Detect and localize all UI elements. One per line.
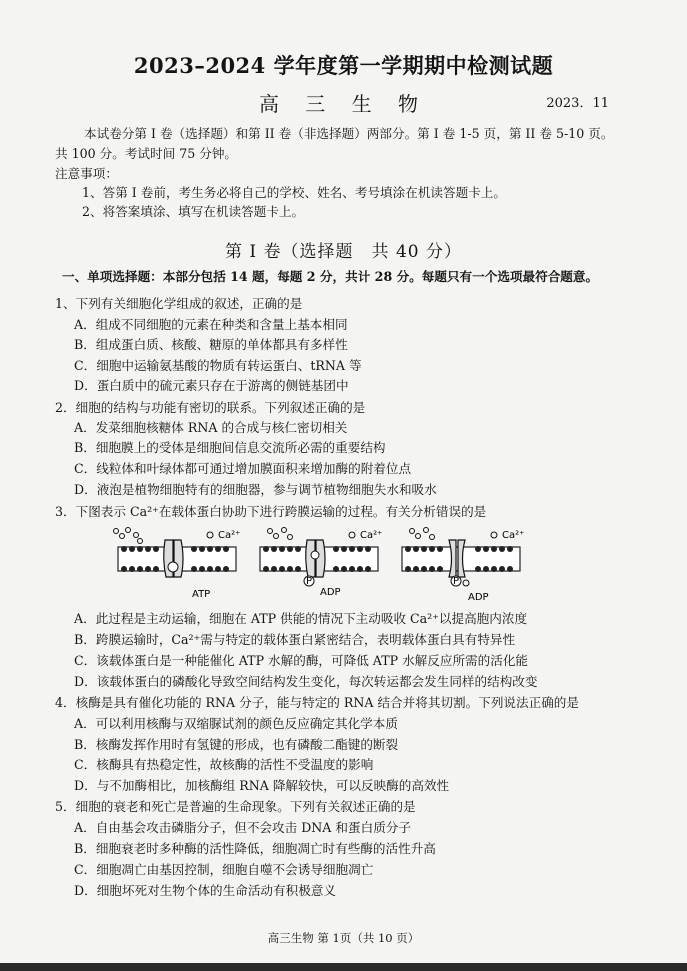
q3-stem: 3．下图表示 Ca²⁺在载体蛋白协助下进行跨膜运输的过程。有关分析错误的是 [55,504,487,519]
q1-option-a: A．组成不同细胞的元素在种类和含量上基本相同 [74,317,348,332]
figure-panel-1 [114,528,241,601]
q5-option-d: D．细胞坏死对生物个体的生命活动有积极意义 [74,883,336,898]
q4-option-c: C．核酶具有热稳定性，故核酶的活性不受温度的影响 [74,757,374,772]
section-title: 第 I 卷（选择题 共 40 分） [225,242,462,262]
q4-option-d: D．与不加酶相比，加核酶组 RNA 降解较快，可以反映酶的高效性 [74,778,450,793]
q5-option-a: A．自由基会攻击磷脂分子，但不会攻击 DNA 和蛋白质分子 [74,820,411,835]
q3-option-b: B．跨膜运输时，Ca²⁺需与特定的载体蛋白紧密结合，表明载体蛋白具有特异性 [74,632,516,647]
adp-label-1: ADP [320,587,341,598]
q3-option-a: A．此过程是主动运输，细胞在 ATP 供能的情况下主动吸收 Ca²⁺以提高胞内浓度 [74,611,528,626]
ion-label-2: Ca²⁺ [360,530,383,541]
part-1-instructions: 一、单项选择题：本部分包括 14 题，每题 2 分，共计 28 分。每题只有一个选项最符合题意。 [62,269,599,284]
intro-line-2: 共 100 分。考试时间 75 分钟。 [55,146,238,161]
q2-option-b: B．细胞膜上的受体是细胞间信息交流所必需的重要结构 [74,440,386,455]
scan-edge [0,963,687,971]
q1-stem: 1、下列有关细胞化学组成的叙述，正确的是 [55,296,303,311]
figure-panel-2 [260,528,382,599]
q1-option-c: C．细胞中运输氨基酸的物质有转运蛋白、tRNA 等 [74,358,362,373]
adp-label-2: ADP [468,592,489,603]
q1-option-b: B．组成蛋白质、核酸、糖原的单体都具有多样性 [74,337,348,352]
q2-option-c: C．线粒体和叶绿体都可通过增加膜面积来增加酶的附着位点 [74,461,412,476]
exam-date: 2023．11 [546,96,609,111]
exam-subject: 高 三 生 物 [258,92,429,116]
phosphate-label-2: P [453,576,460,587]
exam-title: 2023–2024 学年度第一学期期中检测试题 [133,53,554,78]
atp-label: ATP [192,589,211,600]
q1-option-d: D．蛋白质中的硫元素只存在于游离的侧链基团中 [74,378,349,393]
phosphate-label-1: P [306,576,313,587]
figure-panel-3 [402,528,524,604]
notes-label: 注意事项： [55,166,118,181]
q3-option-d: D．该载体蛋白的磷酸化导致空间结构发生变化，每次转运都会发生同样的结构改变 [74,674,538,689]
q5-option-c: C．细胞凋亡由基因控制，细胞自噬不会诱导细胞凋亡 [74,862,374,877]
q4-option-a: A．可以利用核酶与双缩脲试剂的颜色反应确定其化学本质 [74,716,398,731]
q4-option-b: B．核酶发挥作用时有氢键的形成，也有磷酸二酯键的断裂 [74,737,399,752]
intro-line-1: 本试卷分第 I 卷（选择题）和第 II 卷（非选择题）两部分。第 I 卷 1-5 页，第 II 卷 5-10 页。 [84,126,614,141]
q2-option-d: D．液泡是植物细胞特有的细胞器，参与调节植物细胞失水和吸水 [74,482,437,497]
page-footer: 高三生物 第 1页（共 10 页） [267,931,420,945]
q3-option-c: C．该载体蛋白是一种能催化 ATP 水解的酶，可降低 ATP 水解反应所需的活化能 [74,653,529,668]
ion-label-1: Ca²⁺ [218,530,241,541]
note-2: 2、将答案填涂、填写在机读答题卡上。 [82,204,305,219]
q2-option-a: A．发菜细胞核糖体 RNA 的合成与核仁密切相关 [74,420,348,435]
ion-label-3: Ca²⁺ [502,530,525,541]
q5-stem: 5．细胞的衰老和死亡是普遍的生命现象。下列有关叙述正确的是 [55,799,416,814]
q4-stem: 4．核酶是具有催化功能的 RNA 分子，能与特定的 RNA 结合并将其切割。下列说法正确的是 [55,695,579,710]
q2-stem: 2．细胞的结构与功能有密切的联系。下列叙述正确的是 [55,400,366,415]
q5-option-b: B．细胞衰老时多种酶的活性降低，细胞凋亡时有些酶的活性升高 [74,841,436,856]
membrane-transport-figure [110,525,530,605]
note-1: 1、答第 I 卷前，考生务必将自己的学校、姓名、考号填涂在机读答题卡上。 [82,185,506,200]
